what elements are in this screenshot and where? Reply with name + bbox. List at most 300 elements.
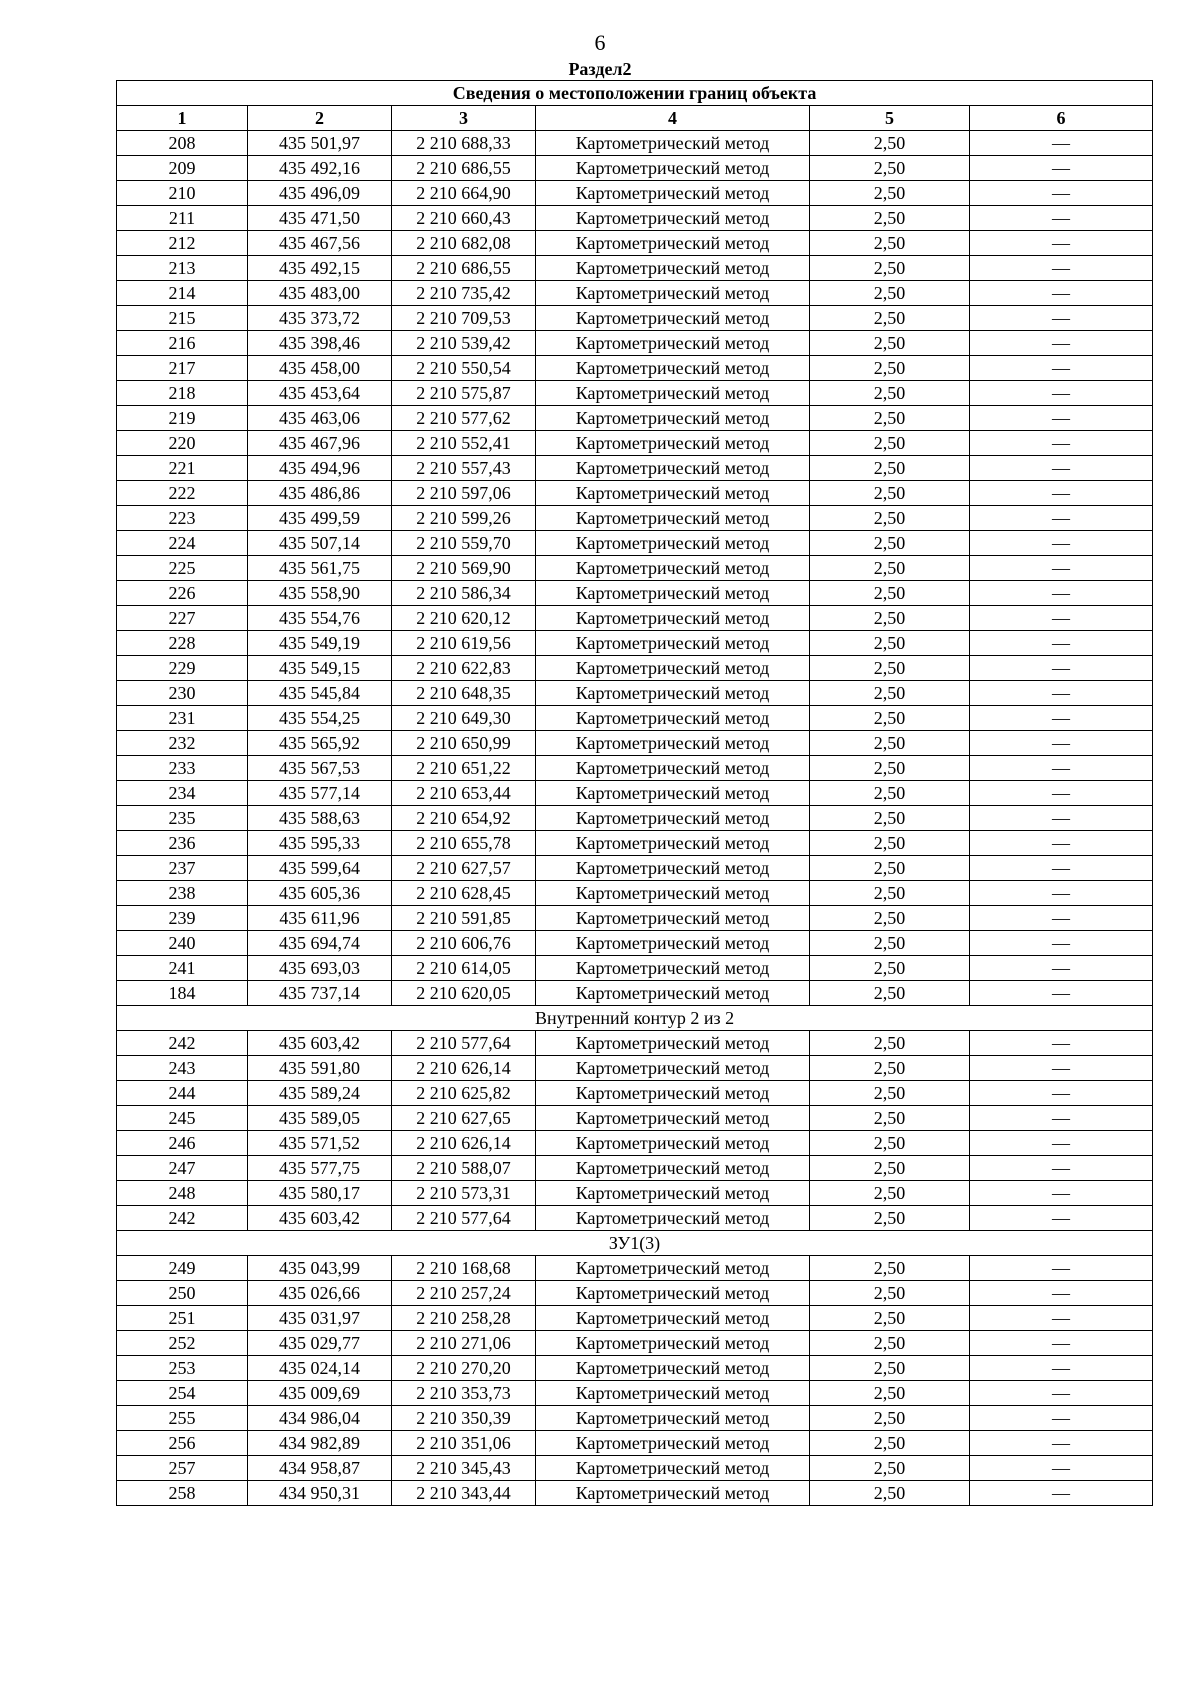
- table-cell-col-6: —: [970, 731, 1153, 756]
- table-cell-col-2: 435 595,33: [248, 831, 392, 856]
- table-cell-col-6: —: [970, 1431, 1153, 1456]
- table-row: [117, 231, 1153, 256]
- table-cell-col-5: 2,50: [810, 456, 970, 481]
- table-cell-col-3: 2 210 552,41: [392, 431, 536, 456]
- table-caption-row: [117, 81, 1153, 106]
- table-cell-col-6: —: [970, 281, 1153, 306]
- table-cell-col-1: 236: [117, 831, 248, 856]
- table-cell-col-1: 249: [117, 1256, 248, 1281]
- table-row: [117, 906, 1153, 931]
- table-cell-col-2: 435 558,90: [248, 581, 392, 606]
- table-cell-col-2: 435 589,05: [248, 1106, 392, 1131]
- table-cell-col-1: 254: [117, 1381, 248, 1406]
- group-label-row: [117, 1231, 1153, 1256]
- table-cell-col-5: 2,50: [810, 1456, 970, 1481]
- table-cell-col-5: 2,50: [810, 1281, 970, 1306]
- table-cell-col-4: Картометрический метод: [536, 781, 810, 806]
- table-cell-col-6: —: [970, 681, 1153, 706]
- table-cell-col-3: 2 210 682,08: [392, 231, 536, 256]
- table-cell-col-1: 214: [117, 281, 248, 306]
- table-cell-col-1: 239: [117, 906, 248, 931]
- table-row: [117, 1281, 1153, 1306]
- table-cell-col-3: 2 210 619,56: [392, 631, 536, 656]
- table-cell-col-5: 2,50: [810, 306, 970, 331]
- table-cell-col-6: —: [970, 806, 1153, 831]
- table-cell-col-3: 2 210 588,07: [392, 1156, 536, 1181]
- table-cell-col-2: 435 577,75: [248, 1156, 392, 1181]
- table-row: [117, 256, 1153, 281]
- table-row: [117, 1331, 1153, 1356]
- table-row: [117, 1456, 1153, 1481]
- table-cell-col-4: Картометрический метод: [536, 1431, 810, 1456]
- table-cell-col-1: 241: [117, 956, 248, 981]
- table-cell-col-5: 2,50: [810, 781, 970, 806]
- table-cell-col-3: 2 210 664,90: [392, 181, 536, 206]
- table-cell-col-6: —: [970, 131, 1153, 156]
- table-cell-col-5: 2,50: [810, 431, 970, 456]
- table-cell-col-3: 2 210 614,05: [392, 956, 536, 981]
- table-cell-col-3: 2 210 686,55: [392, 156, 536, 181]
- table-cell-col-6: —: [970, 931, 1153, 956]
- table-cell-col-5: 2,50: [810, 1131, 970, 1156]
- table-cell-col-5: 2,50: [810, 856, 970, 881]
- table-cell-col-6: —: [970, 1181, 1153, 1206]
- table-cell-col-1: 237: [117, 856, 248, 881]
- table-cell-col-1: 256: [117, 1431, 248, 1456]
- table-cell-col-4: Картометрический метод: [536, 1131, 810, 1156]
- table-cell-col-4: Картометрический метод: [536, 881, 810, 906]
- table-cell-col-1: 257: [117, 1456, 248, 1481]
- table-cell-col-6: —: [970, 1381, 1153, 1406]
- table-cell-col-1: 212: [117, 231, 248, 256]
- table-row: [117, 606, 1153, 631]
- table-cell-col-3: 2 210 573,31: [392, 1181, 536, 1206]
- table-cell-col-1: 184: [117, 981, 248, 1006]
- table-cell-col-5: 2,50: [810, 756, 970, 781]
- table-cell-col-6: —: [970, 381, 1153, 406]
- table-cell-col-4: Картометрический метод: [536, 531, 810, 556]
- table-row: [117, 756, 1153, 781]
- table-cell-col-6: —: [970, 1306, 1153, 1331]
- table-cell-col-6: —: [970, 1456, 1153, 1481]
- table-cell-col-2: 435 471,50: [248, 206, 392, 231]
- table-cell-col-4: Картометрический метод: [536, 156, 810, 181]
- column-header-1: 1: [117, 106, 248, 131]
- table-cell-col-1: 217: [117, 356, 248, 381]
- table-cell-col-2: 435 561,75: [248, 556, 392, 581]
- table-cell-col-5: 2,50: [810, 1206, 970, 1231]
- table-cell-col-4: Картометрический метод: [536, 181, 810, 206]
- table-row: [117, 1156, 1153, 1181]
- table-cell-col-2: 435 565,92: [248, 731, 392, 756]
- table-cell-col-6: —: [970, 156, 1153, 181]
- table-cell-col-2: 435 599,64: [248, 856, 392, 881]
- table-row: [117, 406, 1153, 431]
- table-cell-col-2: 435 496,09: [248, 181, 392, 206]
- table-cell-col-6: —: [970, 331, 1153, 356]
- table-cell-col-4: Картометрический метод: [536, 256, 810, 281]
- table-row: [117, 1056, 1153, 1081]
- table-cell-col-1: 221: [117, 456, 248, 481]
- table-cell-col-2: 435 545,84: [248, 681, 392, 706]
- table-cell-col-1: 250: [117, 1281, 248, 1306]
- table-cell-col-5: 2,50: [810, 531, 970, 556]
- table-cell-col-2: 435 499,59: [248, 506, 392, 531]
- table-cell-col-6: —: [970, 956, 1153, 981]
- table-cell-col-6: —: [970, 981, 1153, 1006]
- table-row: [117, 206, 1153, 231]
- table-row: [117, 531, 1153, 556]
- table-cell-col-3: 2 210 626,14: [392, 1056, 536, 1081]
- table-cell-col-1: 226: [117, 581, 248, 606]
- table-cell-col-1: 234: [117, 781, 248, 806]
- table-body: [117, 131, 1153, 1506]
- table-row: [117, 556, 1153, 581]
- table-cell-col-1: 244: [117, 1081, 248, 1106]
- table-row: [117, 1481, 1153, 1506]
- table-row: [117, 306, 1153, 331]
- table-row: [117, 1206, 1153, 1231]
- boundary-table: [116, 80, 1153, 1506]
- table-cell-col-1: 227: [117, 606, 248, 631]
- table-row: [117, 431, 1153, 456]
- table-cell-col-6: —: [970, 181, 1153, 206]
- column-header-6: 6: [970, 106, 1153, 131]
- table-cell-col-4: Картометрический метод: [536, 456, 810, 481]
- table-cell-col-1: 242: [117, 1206, 248, 1231]
- table-cell-col-1: 228: [117, 631, 248, 656]
- table-cell-col-1: 224: [117, 531, 248, 556]
- table-cell-col-3: 2 210 577,64: [392, 1031, 536, 1056]
- table-cell-col-4: Картометрический метод: [536, 931, 810, 956]
- table-cell-col-6: —: [970, 1156, 1153, 1181]
- table-cell-col-3: 2 210 648,35: [392, 681, 536, 706]
- table-cell-col-2: 435 026,66: [248, 1281, 392, 1306]
- table-cell-col-1: 242: [117, 1031, 248, 1056]
- table-row: [117, 781, 1153, 806]
- table-cell-col-3: 2 210 625,82: [392, 1081, 536, 1106]
- table-cell-col-6: —: [970, 781, 1153, 806]
- table-cell-col-5: 2,50: [810, 331, 970, 356]
- table-cell-col-1: 240: [117, 931, 248, 956]
- table-cell-col-3: 2 210 577,64: [392, 1206, 536, 1231]
- table-row: [117, 931, 1153, 956]
- table-cell-col-5: 2,50: [810, 131, 970, 156]
- table-cell-col-5: 2,50: [810, 281, 970, 306]
- table-cell-col-5: 2,50: [810, 731, 970, 756]
- table-cell-col-6: —: [970, 1331, 1153, 1356]
- table-row: [117, 881, 1153, 906]
- table-cell-col-6: —: [970, 1281, 1153, 1306]
- table-cell-col-3: 2 210 651,22: [392, 756, 536, 781]
- table-cell-col-4: Картометрический метод: [536, 1481, 810, 1506]
- table-cell-col-6: —: [970, 256, 1153, 281]
- table-cell-col-1: 219: [117, 406, 248, 431]
- table-cell-col-4: Картометрический метод: [536, 206, 810, 231]
- table-cell-col-5: 2,50: [810, 556, 970, 581]
- table-cell-col-1: 232: [117, 731, 248, 756]
- table-cell-col-2: 435 458,00: [248, 356, 392, 381]
- table-caption: Сведения о местоположении границ объекта: [117, 81, 1153, 106]
- table-cell-col-2: 434 958,87: [248, 1456, 392, 1481]
- table-cell-col-2: 435 043,99: [248, 1256, 392, 1281]
- table-cell-col-5: 2,50: [810, 356, 970, 381]
- table-cell-col-4: Картометрический метод: [536, 381, 810, 406]
- table-cell-col-3: 2 210 345,43: [392, 1456, 536, 1481]
- table-cell-col-3: 2 210 343,44: [392, 1481, 536, 1506]
- table-cell-col-6: —: [970, 606, 1153, 631]
- table-cell-col-3: 2 210 622,83: [392, 656, 536, 681]
- table-cell-col-5: 2,50: [810, 1381, 970, 1406]
- table-cell-col-1: 248: [117, 1181, 248, 1206]
- table-cell-col-2: 435 591,80: [248, 1056, 392, 1081]
- table-cell-col-3: 2 210 168,68: [392, 1256, 536, 1281]
- table-row: [117, 856, 1153, 881]
- table-cell-col-6: —: [970, 881, 1153, 906]
- table-cell-col-3: 2 210 577,62: [392, 406, 536, 431]
- table-cell-col-5: 2,50: [810, 206, 970, 231]
- table-row: [117, 656, 1153, 681]
- table-cell-col-2: 435 492,15: [248, 256, 392, 281]
- table-cell-col-6: —: [970, 631, 1153, 656]
- table-cell-col-4: Картометрический метод: [536, 131, 810, 156]
- table-row: [117, 281, 1153, 306]
- table-cell-col-5: 2,50: [810, 1256, 970, 1281]
- table-cell-col-2: 435 492,16: [248, 156, 392, 181]
- table-cell-col-3: 2 210 597,06: [392, 481, 536, 506]
- table-cell-col-2: 435 580,17: [248, 1181, 392, 1206]
- table-row: [117, 1181, 1153, 1206]
- table-cell-col-3: 2 210 350,39: [392, 1406, 536, 1431]
- table-cell-col-1: 233: [117, 756, 248, 781]
- table-cell-col-5: 2,50: [810, 1081, 970, 1106]
- table-cell-col-6: —: [970, 1131, 1153, 1156]
- table-cell-col-2: 435 463,06: [248, 406, 392, 431]
- table-cell-col-1: 246: [117, 1131, 248, 1156]
- table-cell-col-3: 2 210 353,73: [392, 1381, 536, 1406]
- table-cell-col-1: 208: [117, 131, 248, 156]
- table-cell-col-2: 435 467,96: [248, 431, 392, 456]
- table-cell-col-5: 2,50: [810, 656, 970, 681]
- table-cell-col-1: 213: [117, 256, 248, 281]
- table-cell-col-2: 435 588,63: [248, 806, 392, 831]
- table-cell-col-2: 435 611,96: [248, 906, 392, 931]
- table-cell-col-5: 2,50: [810, 381, 970, 406]
- table-cell-col-3: 2 210 550,54: [392, 356, 536, 381]
- table-cell-col-4: Картометрический метод: [536, 756, 810, 781]
- table-cell-col-6: —: [970, 706, 1153, 731]
- table-cell-col-2: 435 483,00: [248, 281, 392, 306]
- group-label: ЗУ1(3): [117, 1231, 1153, 1256]
- table-cell-col-6: —: [970, 656, 1153, 681]
- column-header-4: 4: [536, 106, 810, 131]
- table-cell-col-4: Картометрический метод: [536, 631, 810, 656]
- table-cell-col-6: —: [970, 1081, 1153, 1106]
- table-cell-col-2: 435 571,52: [248, 1131, 392, 1156]
- table-cell-col-4: Картометрический метод: [536, 1106, 810, 1131]
- table-row: [117, 681, 1153, 706]
- table-cell-col-4: Картометрический метод: [536, 506, 810, 531]
- page-number: 6: [594, 30, 606, 55]
- table-cell-col-3: 2 210 620,12: [392, 606, 536, 631]
- table-cell-col-5: 2,50: [810, 681, 970, 706]
- table-cell-col-6: —: [970, 306, 1153, 331]
- table-cell-col-5: 2,50: [810, 806, 970, 831]
- table-cell-col-2: 435 507,14: [248, 531, 392, 556]
- table-cell-col-6: —: [970, 481, 1153, 506]
- group-label: Внутренний контур 2 из 2: [117, 1006, 1153, 1031]
- table-cell-col-4: Картометрический метод: [536, 906, 810, 931]
- table-cell-col-4: Картометрический метод: [536, 356, 810, 381]
- table-cell-col-5: 2,50: [810, 956, 970, 981]
- table-row: [117, 706, 1153, 731]
- table-row: [117, 356, 1153, 381]
- table-cell-col-3: 2 210 606,76: [392, 931, 536, 956]
- table-cell-col-3: 2 210 626,14: [392, 1131, 536, 1156]
- table-cell-col-2: 435 694,74: [248, 931, 392, 956]
- table-cell-col-6: —: [970, 906, 1153, 931]
- table-cell-col-3: 2 210 627,57: [392, 856, 536, 881]
- table-cell-col-4: Картометрический метод: [536, 606, 810, 631]
- table-row: [117, 181, 1153, 206]
- table-cell-col-3: 2 210 575,87: [392, 381, 536, 406]
- table-cell-col-6: —: [970, 1481, 1153, 1506]
- table-cell-col-2: 434 950,31: [248, 1481, 392, 1506]
- table-cell-col-5: 2,50: [810, 631, 970, 656]
- table-cell-col-6: —: [970, 1106, 1153, 1131]
- table-cell-col-4: Картометрический метод: [536, 1081, 810, 1106]
- table-cell-col-6: —: [970, 406, 1153, 431]
- table-cell-col-5: 2,50: [810, 1031, 970, 1056]
- table-cell-col-5: 2,50: [810, 981, 970, 1006]
- table-cell-col-1: 247: [117, 1156, 248, 1181]
- table-cell-col-3: 2 210 649,30: [392, 706, 536, 731]
- table-cell-col-5: 2,50: [810, 706, 970, 731]
- column-header-row: [117, 106, 1153, 131]
- table-cell-col-6: —: [970, 506, 1153, 531]
- table-cell-col-5: 2,50: [810, 481, 970, 506]
- table-row: [117, 956, 1153, 981]
- table-cell-col-2: 435 453,64: [248, 381, 392, 406]
- table-cell-col-2: 435 693,03: [248, 956, 392, 981]
- table-cell-col-6: —: [970, 1031, 1153, 1056]
- table-cell-col-2: 435 029,77: [248, 1331, 392, 1356]
- table-cell-col-4: Картометрический метод: [536, 1356, 810, 1381]
- table-cell-col-4: Картометрический метод: [536, 1181, 810, 1206]
- table-cell-col-6: —: [970, 531, 1153, 556]
- table-row: [117, 1356, 1153, 1381]
- table-row: [117, 1106, 1153, 1131]
- table-cell-col-6: —: [970, 356, 1153, 381]
- table-cell-col-1: 210: [117, 181, 248, 206]
- table-cell-col-5: 2,50: [810, 606, 970, 631]
- table-cell-col-3: 2 210 620,05: [392, 981, 536, 1006]
- table-cell-col-3: 2 210 559,70: [392, 531, 536, 556]
- table-cell-col-6: —: [970, 856, 1153, 881]
- table-cell-col-6: —: [970, 556, 1153, 581]
- table-cell-col-4: Картометрический метод: [536, 956, 810, 981]
- table-cell-col-4: Картометрический метод: [536, 1156, 810, 1181]
- table-cell-col-5: 2,50: [810, 931, 970, 956]
- table-cell-col-2: 435 501,97: [248, 131, 392, 156]
- table-cell-col-4: Картометрический метод: [536, 656, 810, 681]
- table-cell-col-5: 2,50: [810, 1181, 970, 1206]
- table-cell-col-2: 435 554,25: [248, 706, 392, 731]
- table-cell-col-2: 435 577,14: [248, 781, 392, 806]
- table-cell-col-3: 2 210 257,24: [392, 1281, 536, 1306]
- table-cell-col-4: Картометрический метод: [536, 1381, 810, 1406]
- table-cell-col-1: 253: [117, 1356, 248, 1381]
- table-cell-col-3: 2 210 660,43: [392, 206, 536, 231]
- table-cell-col-5: 2,50: [810, 406, 970, 431]
- table-cell-col-5: 2,50: [810, 1356, 970, 1381]
- table-cell-col-2: 435 494,96: [248, 456, 392, 481]
- table-cell-col-4: Картометрический метод: [536, 331, 810, 356]
- table-cell-col-6: —: [970, 1356, 1153, 1381]
- table-cell-col-4: Картометрический метод: [536, 1406, 810, 1431]
- table-cell-col-2: 435 603,42: [248, 1031, 392, 1056]
- table-cell-col-3: 2 210 650,99: [392, 731, 536, 756]
- table-cell-col-1: 235: [117, 806, 248, 831]
- table-cell-col-5: 2,50: [810, 1056, 970, 1081]
- table-cell-col-5: 2,50: [810, 256, 970, 281]
- table-cell-col-6: —: [970, 431, 1153, 456]
- table-row: [117, 1031, 1153, 1056]
- table-cell-col-2: 435 398,46: [248, 331, 392, 356]
- table-cell-col-1: 245: [117, 1106, 248, 1131]
- table-cell-col-2: 435 589,24: [248, 1081, 392, 1106]
- table-cell-col-5: 2,50: [810, 1431, 970, 1456]
- table-cell-col-2: 435 031,97: [248, 1306, 392, 1331]
- table-cell-col-1: 231: [117, 706, 248, 731]
- table-cell-col-2: 434 982,89: [248, 1431, 392, 1456]
- table-cell-col-1: 216: [117, 331, 248, 356]
- table-cell-col-1: 218: [117, 381, 248, 406]
- table-cell-col-2: 435 467,56: [248, 231, 392, 256]
- table-cell-col-5: 2,50: [810, 506, 970, 531]
- table-cell-col-1: 251: [117, 1306, 248, 1331]
- table-cell-col-4: Картометрический метод: [536, 1206, 810, 1231]
- table-cell-col-4: Картометрический метод: [536, 1306, 810, 1331]
- table-cell-col-4: Картометрический метод: [536, 556, 810, 581]
- table-cell-col-1: 215: [117, 306, 248, 331]
- table-cell-col-1: 225: [117, 556, 248, 581]
- table-row: [117, 506, 1153, 531]
- table-cell-col-3: 2 210 569,90: [392, 556, 536, 581]
- table-cell-col-6: —: [970, 1206, 1153, 1231]
- table-row: [117, 381, 1153, 406]
- table-cell-col-4: Картометрический метод: [536, 406, 810, 431]
- table-cell-col-1: 220: [117, 431, 248, 456]
- table-cell-col-5: 2,50: [810, 1106, 970, 1131]
- table-cell-col-3: 2 210 586,34: [392, 581, 536, 606]
- table-cell-col-6: —: [970, 756, 1153, 781]
- table-cell-col-5: 2,50: [810, 581, 970, 606]
- table-cell-col-3: 2 210 709,53: [392, 306, 536, 331]
- table-cell-col-5: 2,50: [810, 181, 970, 206]
- table-cell-col-4: Картометрический метод: [536, 1056, 810, 1081]
- table-cell-col-6: —: [970, 231, 1153, 256]
- table-row: [117, 331, 1153, 356]
- table-cell-col-2: 435 024,14: [248, 1356, 392, 1381]
- table-cell-col-3: 2 210 653,44: [392, 781, 536, 806]
- table-row: [117, 1381, 1153, 1406]
- table-cell-col-3: 2 210 599,26: [392, 506, 536, 531]
- table-cell-col-5: 2,50: [810, 906, 970, 931]
- table-cell-col-1: 252: [117, 1331, 248, 1356]
- table-cell-col-1: 211: [117, 206, 248, 231]
- table-cell-col-3: 2 210 654,92: [392, 806, 536, 831]
